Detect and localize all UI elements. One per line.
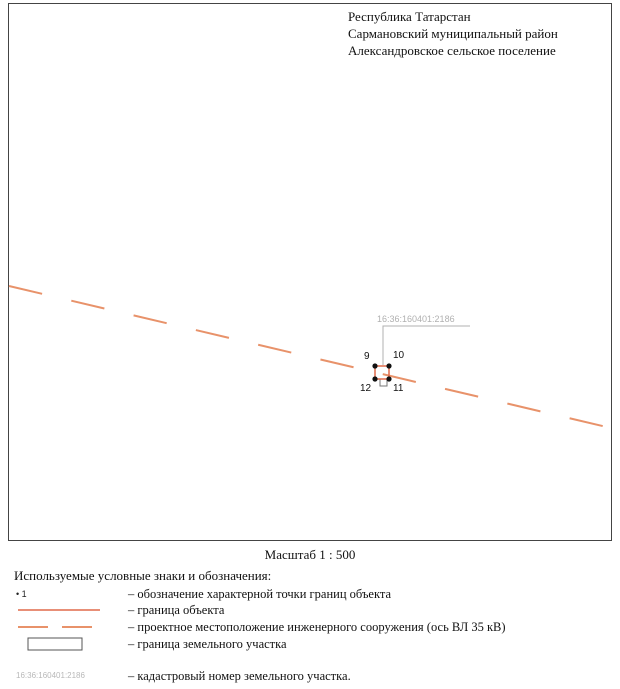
object-boundary	[375, 366, 389, 379]
legend-symbol-object-boundary	[14, 602, 114, 618]
cadastral-symbol-text: 16:36:160401:2186	[16, 671, 85, 680]
legend-symbol-cadastral	[14, 668, 114, 684]
legend-item-cadastral	[0, 668, 620, 684]
point-10	[386, 363, 391, 368]
point-label-9: 9	[364, 351, 370, 362]
land-plot-boundary	[380, 379, 387, 386]
legend-text-land-plot: – граница земельного участка	[128, 637, 287, 651]
point-11	[386, 376, 391, 381]
legend-item-object-boundary	[0, 602, 620, 618]
legend-text-cadastral: – кадастровый номер земельного участка.	[128, 669, 351, 683]
scale-label: Масштаб 1 : 500	[264, 547, 356, 562]
legend-title: Используемые условные знаки и обозначения:	[14, 568, 272, 583]
legend-item-land-plot	[0, 636, 620, 652]
point-9	[372, 363, 377, 368]
cadastral-number-label: 16:36:160401:2186	[377, 314, 455, 324]
legend-symbol-power-line	[14, 619, 114, 635]
legend-text-object-boundary: – граница объекта	[128, 603, 225, 617]
header-republic: Республика Татарстан	[348, 9, 471, 24]
point-label-11: 11	[393, 383, 404, 394]
point-label-10: 10	[393, 350, 405, 361]
legend-text-point: – обозначение характерной точки границ объекта	[128, 587, 392, 601]
map-header	[348, 8, 558, 59]
legend-item-power-line	[0, 619, 620, 635]
legend-text-power-line: – проектное местоположение инженерного сооружения (ось ВЛ 35 кВ)	[128, 620, 506, 634]
legend-symbol-land-plot	[14, 636, 114, 652]
point-label-12: 12	[360, 383, 372, 394]
legend-symbol-point	[14, 586, 114, 602]
point-symbol-text: • 1	[16, 589, 27, 599]
header-district: Сармановский муниципальный район	[348, 26, 558, 41]
point-12	[372, 376, 377, 381]
power-line-axis	[9, 286, 611, 428]
legend-item-point	[0, 586, 620, 602]
header-settlement: Александровское сельское поселение	[348, 43, 556, 58]
